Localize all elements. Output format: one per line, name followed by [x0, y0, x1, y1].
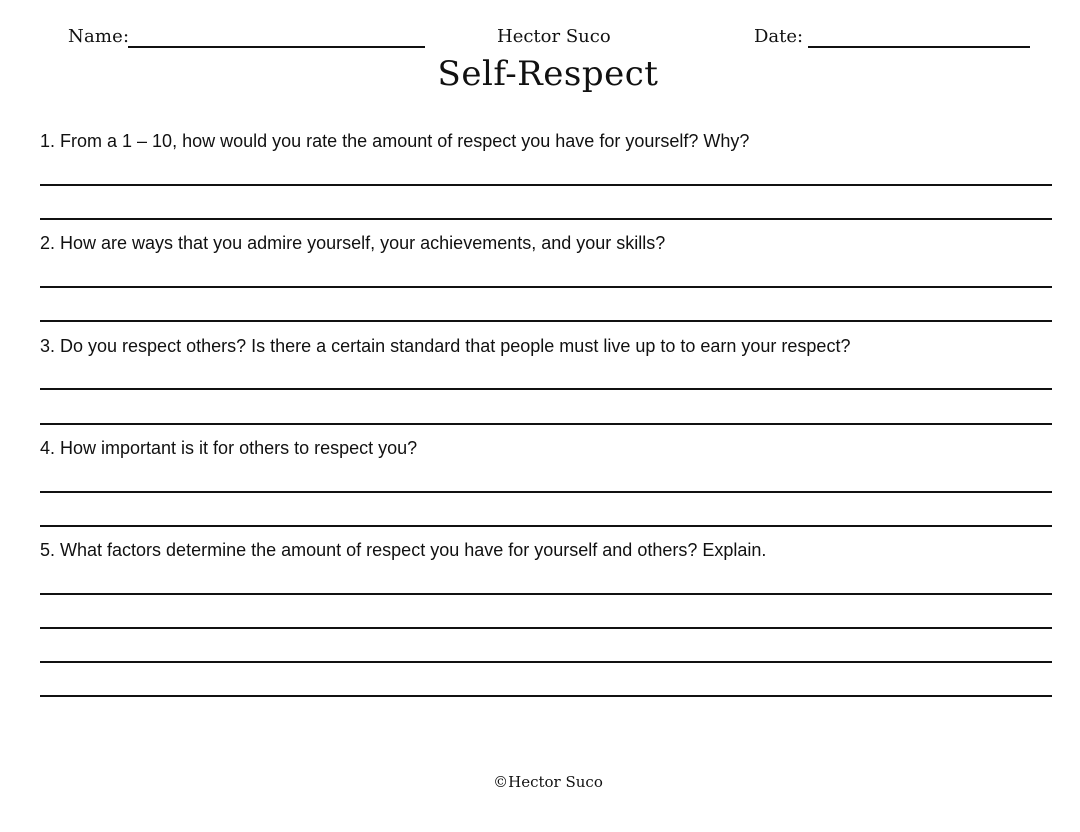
- answer-line-5a[interactable]: [40, 593, 1052, 595]
- author-name: Hector Suco: [497, 26, 611, 47]
- answer-line-4b[interactable]: [40, 525, 1052, 527]
- answer-line-2b[interactable]: [40, 320, 1052, 322]
- name-label: Name:: [68, 26, 130, 47]
- question-1: 1. From a 1 – 10, how would you rate the amount of respect you have for yourself? Why?: [40, 131, 750, 151]
- answer-line-5b[interactable]: [40, 627, 1052, 629]
- question-2: 2. How are ways that you admire yourself, your achievements, and your skills?: [40, 233, 666, 253]
- question-5: 5. What factors determine the amount of respect you have for yourself and others? Explain.: [40, 540, 767, 560]
- answer-line-1a[interactable]: [40, 184, 1052, 186]
- date-label: Date:: [754, 26, 804, 47]
- question-3: 3. Do you respect others? Is there a certain standard that people must live up to to earn your respect?: [40, 336, 851, 356]
- answer-line-3b[interactable]: [40, 423, 1052, 425]
- name-field-line[interactable]: [128, 46, 425, 48]
- date-field-line[interactable]: [808, 46, 1030, 48]
- question-4: 4. How important is it for others to respect you?: [40, 438, 418, 458]
- answer-line-2a[interactable]: [40, 286, 1052, 288]
- page-title: Self-Respect: [437, 54, 659, 94]
- answer-line-5c[interactable]: [40, 661, 1052, 663]
- copyright-footer: ©Hector Suco: [493, 773, 603, 791]
- answer-line-1b[interactable]: [40, 218, 1052, 220]
- answer-line-5d[interactable]: [40, 695, 1052, 697]
- answer-line-3a[interactable]: [40, 388, 1052, 390]
- answer-line-4a[interactable]: [40, 491, 1052, 493]
